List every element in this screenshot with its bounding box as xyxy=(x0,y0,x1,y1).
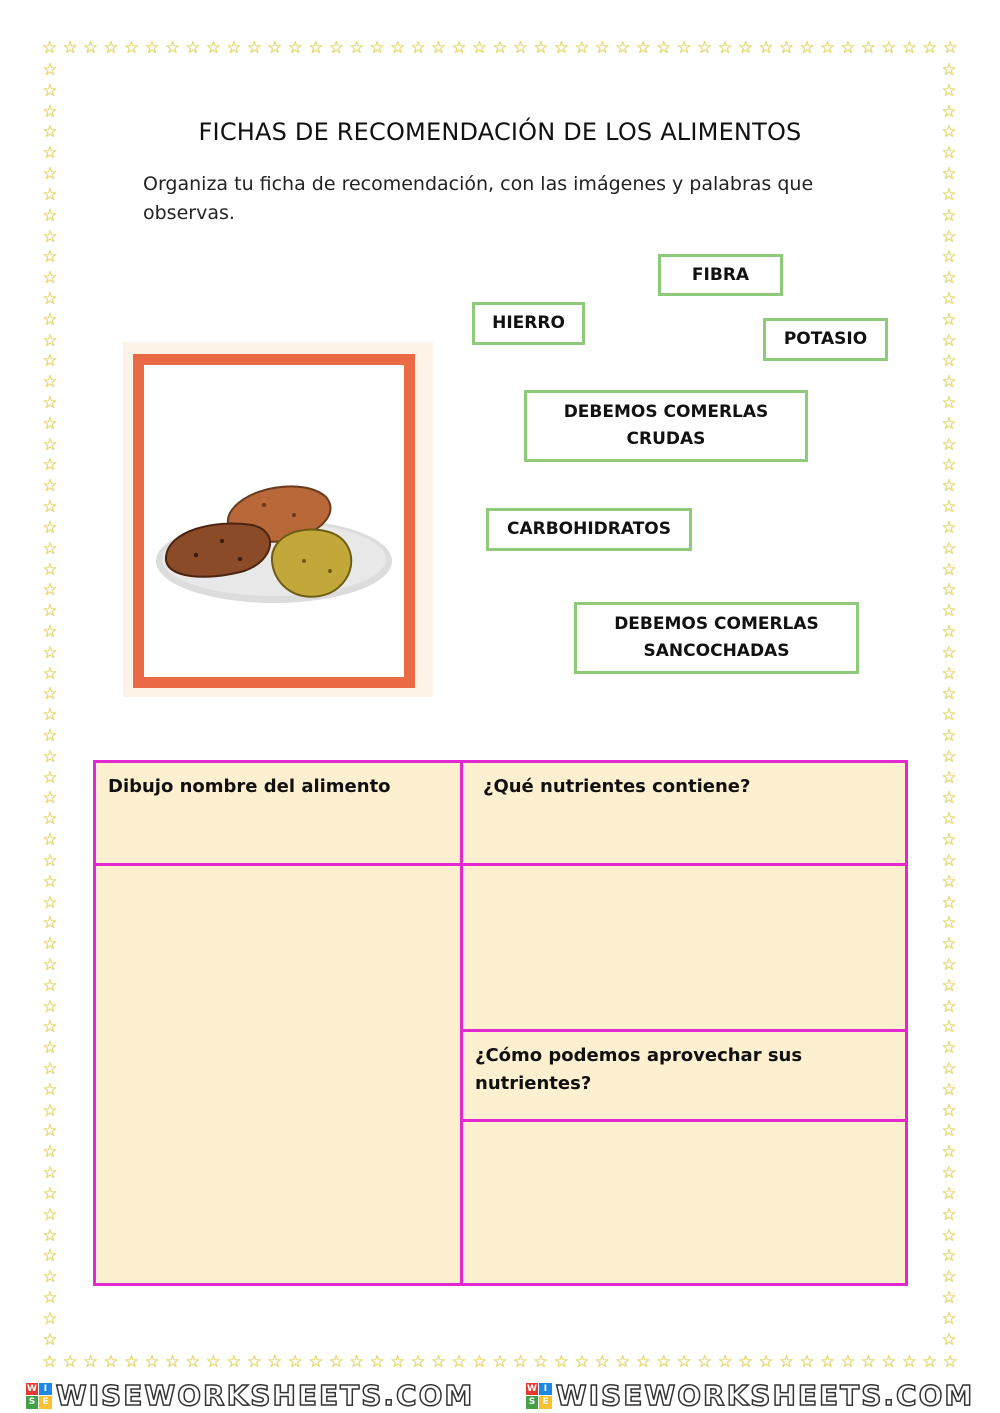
star-icon: ☆ xyxy=(941,351,957,372)
star-icon: ☆ xyxy=(42,1121,58,1142)
star-icon: ☆ xyxy=(42,1308,58,1329)
star-icon: ☆ xyxy=(42,476,58,497)
star-icon: ☆ xyxy=(819,1352,836,1372)
star-icon: ☆ xyxy=(941,996,957,1017)
star-icon: ☆ xyxy=(941,122,957,143)
star-icon: ☆ xyxy=(42,288,58,309)
star-icon: ☆ xyxy=(941,434,957,455)
star-icon: ☆ xyxy=(922,38,938,58)
recommendation-table xyxy=(93,760,908,1286)
star-icon: ☆ xyxy=(941,1308,957,1329)
star-icon: ☆ xyxy=(737,1352,754,1372)
star-icon: ☆ xyxy=(941,268,957,289)
star-icon: ☆ xyxy=(42,1038,58,1059)
star-icon: ☆ xyxy=(349,38,365,58)
star-icon: ☆ xyxy=(941,1142,957,1163)
star-icon: ☆ xyxy=(164,1352,181,1372)
star-icon: ☆ xyxy=(922,1352,938,1372)
star-icon: ☆ xyxy=(42,621,58,642)
star-icon: ☆ xyxy=(941,80,957,101)
star-icon: ☆ xyxy=(941,934,957,955)
tag-fibra[interactable]: FIBRA xyxy=(658,254,783,296)
star-icon: ☆ xyxy=(42,101,58,122)
star-icon: ☆ xyxy=(42,1287,58,1308)
star-icon: ☆ xyxy=(246,38,262,58)
star-icon: ☆ xyxy=(574,1352,590,1372)
star-icon: ☆ xyxy=(941,1121,957,1142)
star-icon: ☆ xyxy=(635,38,651,58)
star-icon: ☆ xyxy=(512,1352,529,1372)
star-icon: ☆ xyxy=(42,226,58,247)
star-icon: ☆ xyxy=(389,38,406,58)
star-icon: ☆ xyxy=(42,1246,58,1267)
star-icon: ☆ xyxy=(941,455,957,476)
star-icon: ☆ xyxy=(941,1225,957,1246)
star-icon: ☆ xyxy=(941,309,957,330)
star-icon: ☆ xyxy=(941,1017,957,1038)
star-icon: ☆ xyxy=(676,1352,692,1372)
star-icon: ☆ xyxy=(941,1038,957,1059)
star-icon: ☆ xyxy=(308,38,324,58)
star-icon: ☆ xyxy=(42,788,58,809)
star-icon: ☆ xyxy=(492,1352,508,1372)
star-icon: ☆ xyxy=(941,954,957,975)
star-icon: ☆ xyxy=(941,1163,957,1184)
star-icon: ☆ xyxy=(42,1183,58,1204)
star-icon: ☆ xyxy=(42,1100,58,1121)
star-icon: ☆ xyxy=(287,38,303,58)
star-icon: ☆ xyxy=(42,497,58,518)
star-icon: ☆ xyxy=(42,892,58,913)
star-icon: ☆ xyxy=(42,538,58,559)
worksheet-title: FICHAS DE RECOMENDACIÓN DE LOS ALIMENTOS xyxy=(198,118,802,146)
star-icon: ☆ xyxy=(42,143,58,164)
star-icon: ☆ xyxy=(676,38,692,58)
star-icon: ☆ xyxy=(205,1352,221,1372)
star-icon: ☆ xyxy=(42,871,58,892)
star-icon: ☆ xyxy=(42,268,58,289)
star-icon: ☆ xyxy=(901,1352,917,1372)
star-icon: ☆ xyxy=(430,1352,447,1372)
star-icon: ☆ xyxy=(287,1352,303,1372)
star-icon: ☆ xyxy=(42,309,58,330)
star-icon: ☆ xyxy=(697,1352,713,1372)
star-icon: ☆ xyxy=(164,38,181,58)
star-icon: ☆ xyxy=(42,372,58,393)
star-icon: ☆ xyxy=(941,809,957,830)
star-icon: ☆ xyxy=(349,1352,365,1372)
star-icon: ☆ xyxy=(42,746,58,767)
watermark-footer xyxy=(0,1378,1000,1413)
star-icon: ☆ xyxy=(42,205,58,226)
star-icon: ☆ xyxy=(42,663,58,684)
star-icon: ☆ xyxy=(941,288,957,309)
star-icon: ☆ xyxy=(941,1329,957,1350)
star-icon: ☆ xyxy=(42,726,58,746)
header-use-nutrients: ¿Cómo podemos aprovechar sus nutrientes? xyxy=(462,1031,907,1121)
star-icon: ☆ xyxy=(42,434,58,455)
star-icon: ☆ xyxy=(778,38,795,58)
star-icon: ☆ xyxy=(941,559,957,580)
star-icon: ☆ xyxy=(553,38,569,58)
star-icon: ☆ xyxy=(533,1352,549,1372)
star-icon: ☆ xyxy=(226,1352,242,1372)
star-icon: ☆ xyxy=(941,684,957,705)
star-icon: ☆ xyxy=(185,38,201,58)
star-border-top xyxy=(42,38,958,58)
star-icon: ☆ xyxy=(226,38,242,58)
star-icon: ☆ xyxy=(42,850,58,871)
star-icon: ☆ xyxy=(42,184,58,205)
star-icon: ☆ xyxy=(42,580,58,601)
star-icon: ☆ xyxy=(42,1329,58,1350)
star-icon: ☆ xyxy=(656,38,672,58)
star-icon: ☆ xyxy=(717,38,733,58)
star-icon: ☆ xyxy=(941,247,957,268)
star-icon: ☆ xyxy=(369,1352,385,1372)
star-icon: ☆ xyxy=(941,705,957,726)
star-icon: ☆ xyxy=(42,1267,58,1288)
star-icon: ☆ xyxy=(717,1352,733,1372)
star-icon: ☆ xyxy=(941,892,957,913)
star-icon: ☆ xyxy=(42,913,58,934)
star-icon: ☆ xyxy=(328,1352,344,1372)
star-icon: ☆ xyxy=(881,1352,897,1372)
star-icon: ☆ xyxy=(941,164,957,185)
star-icon: ☆ xyxy=(941,538,957,559)
star-icon: ☆ xyxy=(62,38,78,58)
star-icon: ☆ xyxy=(42,954,58,975)
star-icon: ☆ xyxy=(941,1100,957,1121)
star-icon: ☆ xyxy=(42,1079,58,1100)
star-icon: ☆ xyxy=(941,517,957,538)
star-icon: ☆ xyxy=(42,642,58,663)
star-icon: ☆ xyxy=(697,38,713,58)
star-icon: ☆ xyxy=(860,1352,876,1372)
star-icon: ☆ xyxy=(42,247,58,268)
star-icon: ☆ xyxy=(42,934,58,955)
star-icon: ☆ xyxy=(941,580,957,601)
star-icon: ☆ xyxy=(185,1352,201,1372)
watermark-logo-icon: W I S E xyxy=(26,1383,52,1409)
star-icon: ☆ xyxy=(533,38,549,58)
header-nutrients: ¿Qué nutrientes contiene? xyxy=(462,762,907,865)
star-icon: ☆ xyxy=(42,559,58,580)
star-icon: ☆ xyxy=(941,788,957,809)
star-icon: ☆ xyxy=(860,38,876,58)
tag-comerlas-sancochadas[interactable]: DEBEMOS COMERLAS SANCOCHADAS xyxy=(574,602,859,674)
star-icon: ☆ xyxy=(42,60,58,80)
star-icon: ☆ xyxy=(941,1079,957,1100)
star-icon: ☆ xyxy=(42,1352,58,1372)
star-icon: ☆ xyxy=(941,184,957,205)
star-icon: ☆ xyxy=(941,1059,957,1079)
star-icon: ☆ xyxy=(123,38,140,58)
drop-zone-use-nutrients[interactable] xyxy=(462,1121,907,1285)
star-icon: ☆ xyxy=(737,38,754,58)
star-icon: ☆ xyxy=(82,1352,99,1372)
star-icon: ☆ xyxy=(205,38,221,58)
tag-hierro[interactable]: HIERRO xyxy=(472,302,585,345)
drop-zone-nutrients[interactable] xyxy=(462,865,907,1031)
drop-zone-food-drawing[interactable] xyxy=(95,865,462,1285)
star-icon: ☆ xyxy=(594,1352,610,1372)
star-icon: ☆ xyxy=(615,1352,631,1372)
star-icon: ☆ xyxy=(267,38,283,58)
star-icon: ☆ xyxy=(42,1142,58,1163)
star-icon: ☆ xyxy=(941,601,957,622)
star-icon: ☆ xyxy=(941,767,957,788)
food-image-frame[interactable] xyxy=(133,354,415,688)
star-icon: ☆ xyxy=(941,830,957,851)
star-icon: ☆ xyxy=(941,330,957,351)
star-icon: ☆ xyxy=(778,1352,795,1372)
star-icon: ☆ xyxy=(941,60,957,80)
star-icon: ☆ xyxy=(42,975,58,996)
star-icon: ☆ xyxy=(246,1352,262,1372)
star-icon: ☆ xyxy=(42,38,58,58)
star-icon: ☆ xyxy=(942,38,958,58)
star-icon: ☆ xyxy=(799,1352,815,1372)
star-icon: ☆ xyxy=(941,1204,957,1225)
star-icon: ☆ xyxy=(941,726,957,746)
star-icon: ☆ xyxy=(941,913,957,934)
star-icon: ☆ xyxy=(103,38,119,58)
star-icon: ☆ xyxy=(410,1352,426,1372)
star-icon: ☆ xyxy=(42,809,58,830)
potatoes-icon xyxy=(144,365,404,677)
tag-comerlas-crudas[interactable]: DEBEMOS COMERLAS CRUDAS xyxy=(524,390,808,462)
star-icon: ☆ xyxy=(941,850,957,871)
star-icon: ☆ xyxy=(758,1352,774,1372)
star-icon: ☆ xyxy=(42,122,58,143)
star-border-left xyxy=(40,60,60,1350)
star-icon: ☆ xyxy=(410,38,426,58)
star-icon: ☆ xyxy=(42,1059,58,1079)
star-icon: ☆ xyxy=(941,372,957,393)
star-icon: ☆ xyxy=(941,1183,957,1204)
star-icon: ☆ xyxy=(430,38,447,58)
star-icon: ☆ xyxy=(574,38,590,58)
star-icon: ☆ xyxy=(42,601,58,622)
star-icon: ☆ xyxy=(941,226,957,247)
star-icon: ☆ xyxy=(512,38,529,58)
star-icon: ☆ xyxy=(42,393,58,413)
star-icon: ☆ xyxy=(451,1352,467,1372)
star-icon: ☆ xyxy=(42,1225,58,1246)
star-icon: ☆ xyxy=(42,351,58,372)
star-icon: ☆ xyxy=(369,38,385,58)
star-icon: ☆ xyxy=(471,38,488,58)
star-icon: ☆ xyxy=(42,684,58,705)
star-icon: ☆ xyxy=(123,1352,140,1372)
tag-carbohidratos[interactable]: CARBOHIDRATOS xyxy=(486,508,692,551)
star-icon: ☆ xyxy=(941,975,957,996)
star-icon: ☆ xyxy=(758,38,774,58)
star-icon: ☆ xyxy=(819,38,836,58)
star-border-bottom xyxy=(42,1352,958,1372)
star-icon: ☆ xyxy=(941,497,957,518)
star-icon: ☆ xyxy=(881,38,897,58)
star-icon: ☆ xyxy=(799,38,815,58)
star-icon: ☆ xyxy=(941,871,957,892)
star-icon: ☆ xyxy=(62,1352,78,1372)
star-icon: ☆ xyxy=(42,1204,58,1225)
star-icon: ☆ xyxy=(615,38,631,58)
star-icon: ☆ xyxy=(941,205,957,226)
star-icon: ☆ xyxy=(941,1267,957,1288)
instruction-text: Organiza tu ficha de recomendación, con las imágenes y palabras que observas. xyxy=(143,173,814,224)
star-icon: ☆ xyxy=(42,413,58,434)
watermark-logo-icon: W I S E xyxy=(526,1383,552,1409)
star-icon: ☆ xyxy=(42,996,58,1017)
star-icon: ☆ xyxy=(267,1352,283,1372)
star-icon: ☆ xyxy=(42,1017,58,1038)
star-icon: ☆ xyxy=(594,38,610,58)
star-icon: ☆ xyxy=(941,393,957,413)
tag-potasio[interactable]: POTASIO xyxy=(763,318,888,361)
star-icon: ☆ xyxy=(308,1352,324,1372)
star-icon: ☆ xyxy=(635,1352,651,1372)
star-icon: ☆ xyxy=(103,1352,119,1372)
star-icon: ☆ xyxy=(328,38,344,58)
star-icon: ☆ xyxy=(471,1352,488,1372)
star-icon: ☆ xyxy=(451,38,467,58)
header-food-name: Dibujo nombre del alimento xyxy=(95,762,462,865)
star-icon: ☆ xyxy=(840,38,856,58)
star-icon: ☆ xyxy=(42,330,58,351)
star-icon: ☆ xyxy=(42,455,58,476)
star-icon: ☆ xyxy=(942,1352,958,1372)
star-icon: ☆ xyxy=(840,1352,856,1372)
star-icon: ☆ xyxy=(901,38,917,58)
star-icon: ☆ xyxy=(941,642,957,663)
star-icon: ☆ xyxy=(941,663,957,684)
star-icon: ☆ xyxy=(656,1352,672,1372)
watermark: W I S E WISEWORKSHEETS.COM xyxy=(527,1379,975,1412)
star-icon: ☆ xyxy=(941,746,957,767)
star-icon: ☆ xyxy=(941,101,957,122)
star-icon: ☆ xyxy=(42,164,58,185)
star-icon: ☆ xyxy=(42,517,58,538)
star-icon: ☆ xyxy=(941,476,957,497)
star-icon: ☆ xyxy=(941,413,957,434)
star-icon: ☆ xyxy=(941,143,957,164)
star-border-right xyxy=(939,60,959,1350)
star-icon: ☆ xyxy=(941,621,957,642)
star-icon: ☆ xyxy=(144,1352,160,1372)
star-icon: ☆ xyxy=(42,830,58,851)
star-icon: ☆ xyxy=(42,767,58,788)
star-icon: ☆ xyxy=(42,80,58,101)
star-icon: ☆ xyxy=(42,1163,58,1184)
star-icon: ☆ xyxy=(389,1352,406,1372)
star-icon: ☆ xyxy=(82,38,99,58)
star-icon: ☆ xyxy=(144,38,160,58)
star-icon: ☆ xyxy=(941,1287,957,1308)
star-icon: ☆ xyxy=(553,1352,569,1372)
star-icon: ☆ xyxy=(941,1246,957,1267)
watermark: W I S E WISEWORKSHEETS.COM xyxy=(27,1379,475,1412)
star-icon: ☆ xyxy=(492,38,508,58)
star-icon: ☆ xyxy=(42,705,58,726)
